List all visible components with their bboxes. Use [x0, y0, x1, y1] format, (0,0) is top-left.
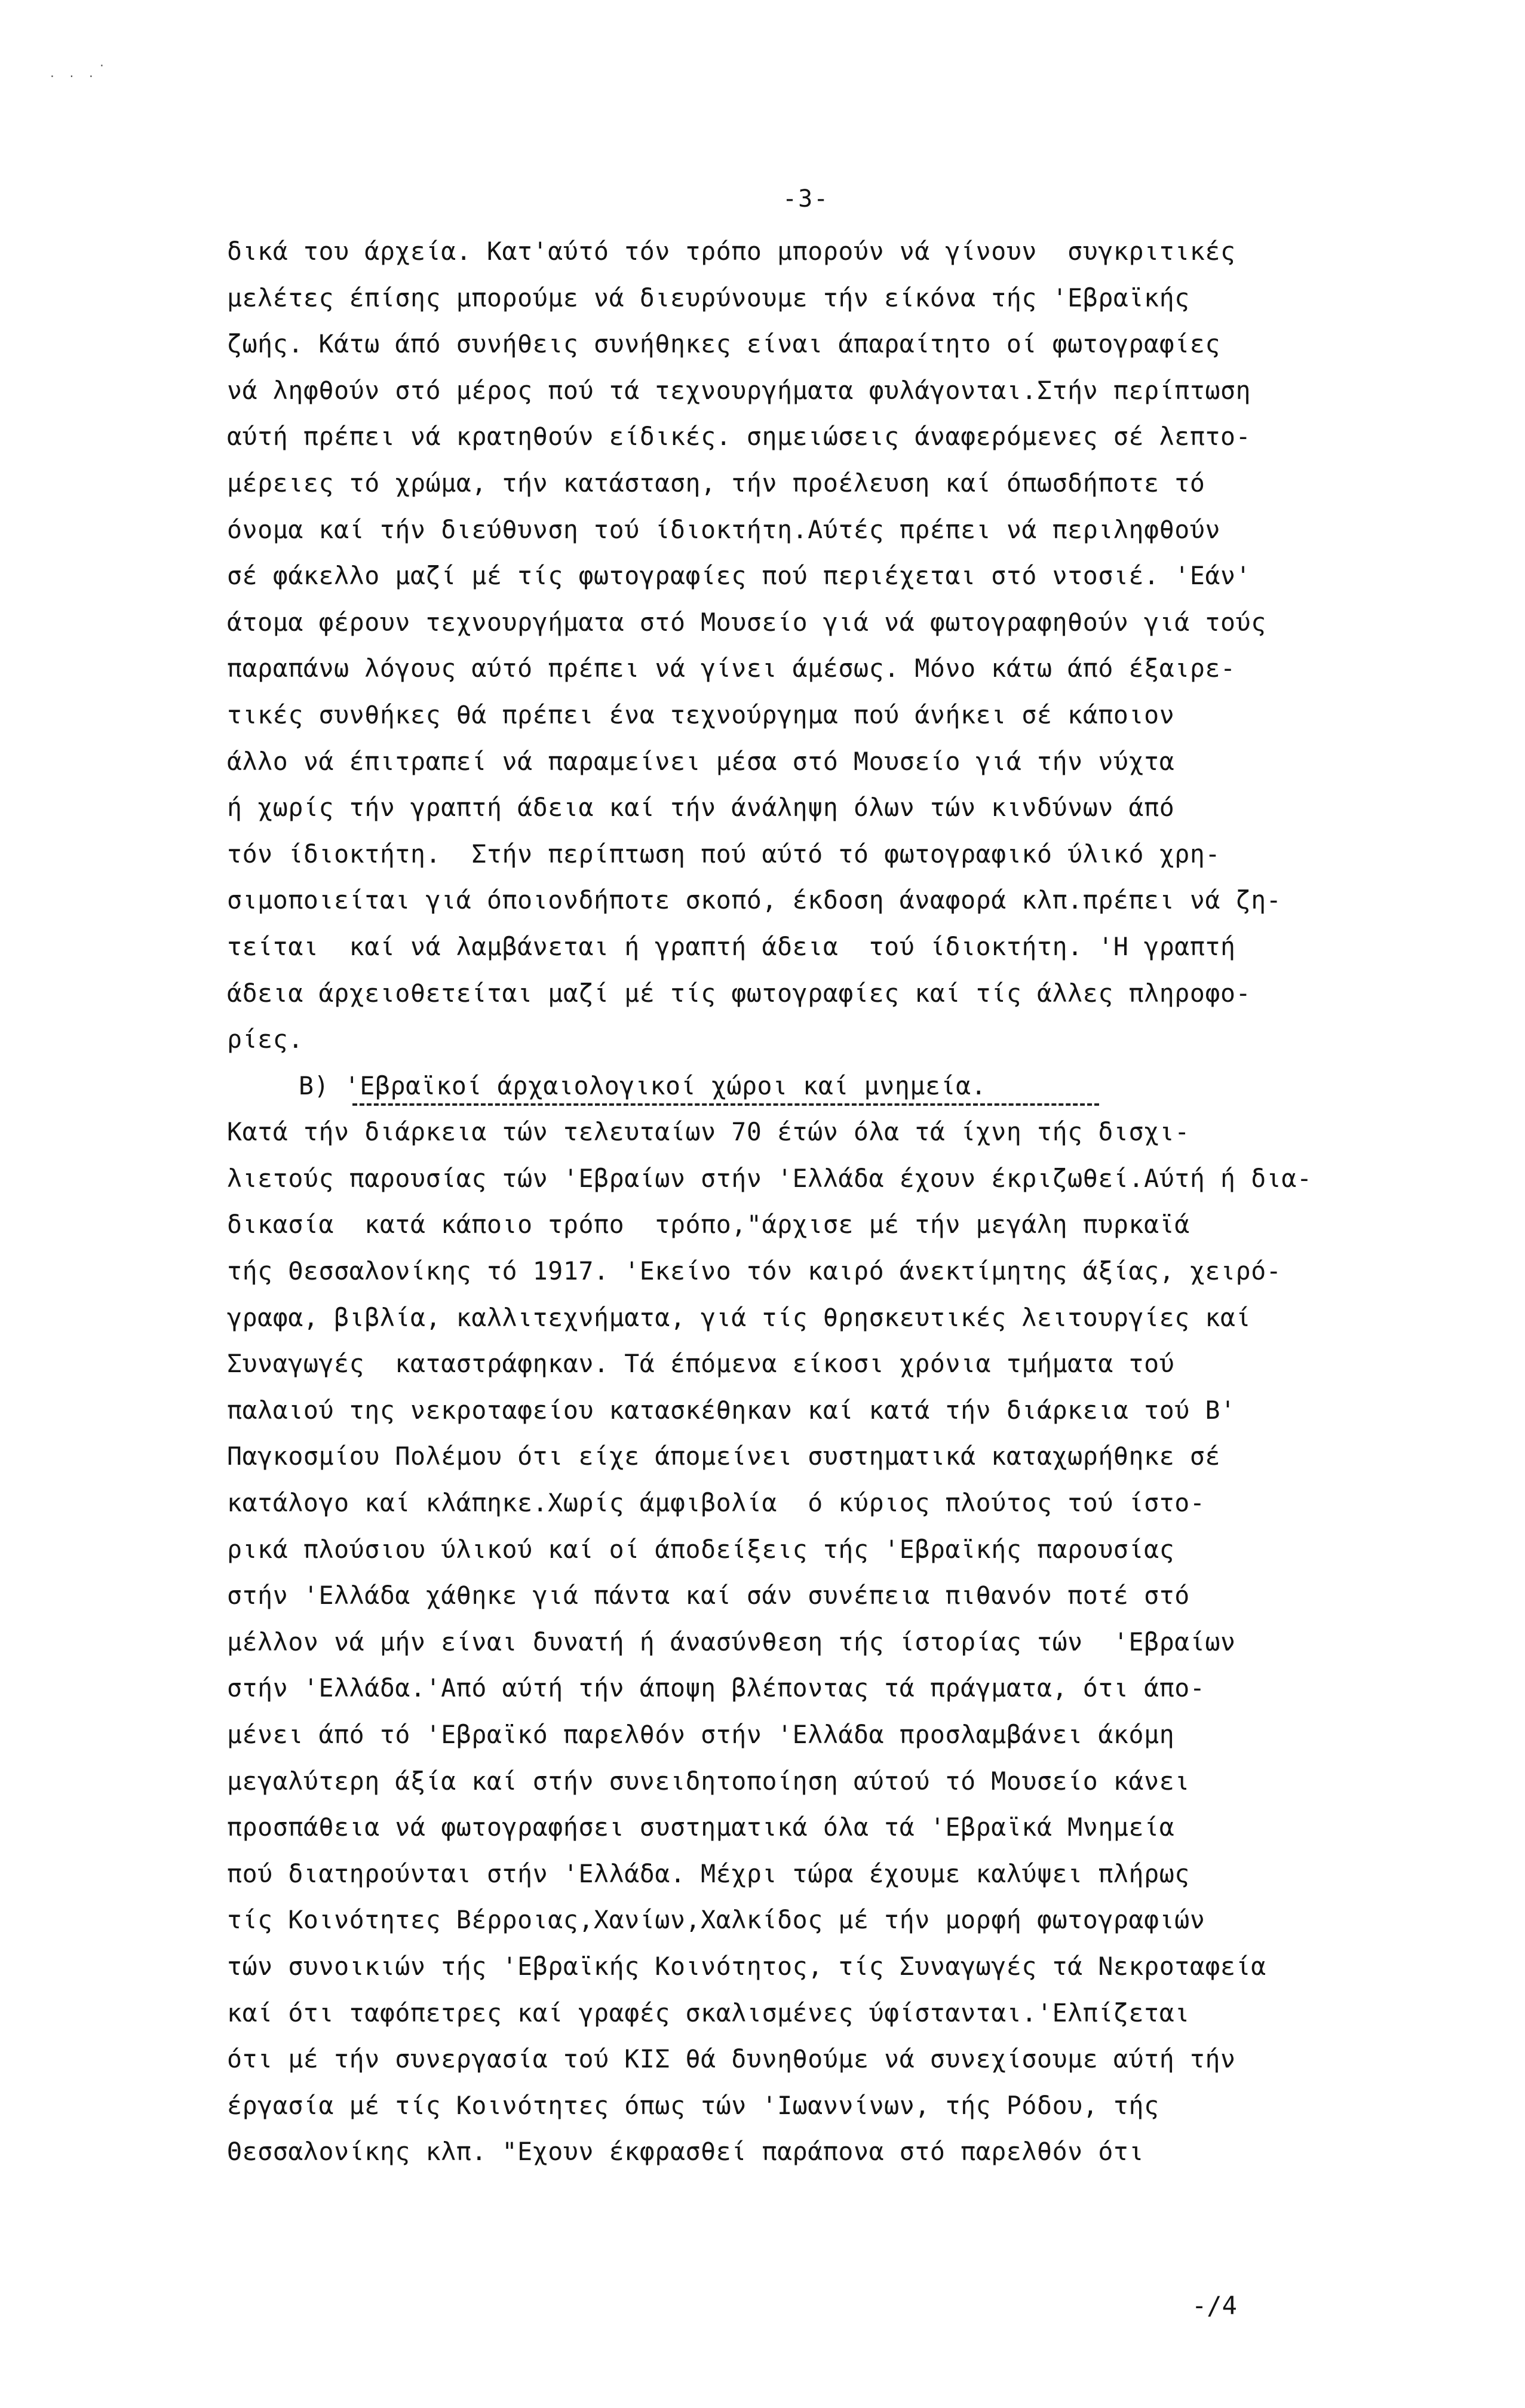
text-line: Θεσσαλονίκης κλπ. "Εχουν έκφρασθεί παράπονα στό παρελθόν ότι	[227, 2137, 1144, 2167]
text-line: νά ληφθούν στό μέρος πού τά τεχνουργήματα φυλάγονται.Στήν περίπτωση	[227, 375, 1251, 405]
scan-speck: ·	[99, 60, 105, 72]
text-line: τών συνοικιών τής 'Εβραϊκής Κοινότητος, τίς Συναγωγές τά Νεκροταφεία	[227, 1951, 1266, 1981]
text-line: άλλο νά έπιτραπεί νά παραμείνει μέσα στό Μουσείο γιά τήν νύχτα	[227, 746, 1175, 776]
text-line: προσπάθεια νά φωτογραφήσει συστηματικά όλα τά 'Εβραϊκά Μνημεία	[227, 1812, 1175, 1842]
text-line: τής Θεσσαλονίκης τό 1917. 'Εκείνο τόν καιρό άνεκτίμητης άξίας, χειρό-	[227, 1256, 1282, 1286]
continuation-marker: -/4	[1192, 2291, 1237, 2320]
text-line: έργασία μέ τίς Κοινότητες όπως τών 'Ιωαννίνων, τής Ρόδου, τής	[227, 2090, 1159, 2120]
text-line: όνομα καί τήν διεύθυνση τού ίδιοκτήτη.Αύτές πρέπει νά περιληφθούν	[227, 514, 1221, 544]
text-line: πού διατηρούνται στήν 'Ελλάδα. Μέχρι τώρα έχουμε καλύψει πλήρως	[227, 1858, 1190, 1888]
text-line: παραπάνω λόγους αύτό πρέπει νά γίνει άμέσως. Μόνο κάτω άπό έξαιρε-	[227, 654, 1236, 683]
text-line: παλαιού της νεκροταφείου κατασκέθηκαν καί κατά τήν διάρκεια τού Β'	[227, 1395, 1236, 1425]
text-line: ή χωρίς τήν γραπτή άδεια καί τήν άνάληψη όλων τών κινδύνων άπό	[227, 793, 1175, 823]
section-heading: B) 'Εβραϊκοί άρχαιολογικοί χώροι καί μνημεία.	[299, 1070, 987, 1100]
text-line: λιετούς παρουσίας τών 'Εβραίων στήν 'Ελλάδα έχουν έκριζωθεί.Αύτή ή δια-	[227, 1163, 1312, 1193]
text-line: ζωής. Κάτω άπό συνήθεις συνήθηκες είναι άπαραίτητο οί φωτογραφίες	[227, 329, 1221, 359]
text-line: μελέτες έπίσης μπορούμε νά διευρύνουμε τήν είκόνα τής 'Εβραϊκής	[227, 283, 1190, 312]
text-line: μέλλον νά μήν είναι δυνατή ή άνασύνθεση τής ίστορίας τών 'Εβραίων	[227, 1627, 1236, 1657]
text-line: σέ φάκελλο μαζί μέ τίς φωτογραφίες πού περιέχεται στό ντοσιέ. 'Εάν'	[227, 561, 1251, 591]
text-line: γραφα, βιβλία, καλλιτεχνήματα, γιά τίς θρησκευτικές λειτουργίες καί	[227, 1302, 1251, 1332]
text-line: Συναγωγές καταστράφηκαν. Τά έπόμενα είκοσι χρόνια τμήματα τού	[227, 1349, 1175, 1379]
text-line: ρικά πλούσιου ύλικού καί οί άποδείξεις τής 'Εβραϊκής παρουσίας	[227, 1534, 1175, 1564]
text-line: άδεια άρχειοθετείται μαζί μέ τίς φωτογραφίες καί τίς άλλες πληροφο-	[227, 978, 1251, 1008]
text-line: αύτή πρέπει νά κρατηθούν είδικές. σημειώσεις άναφερόμενες σέ λεπτο-	[227, 422, 1251, 452]
text-line: τίς Κοινότητες Βέρροιας,Χανίων,Χαλκίδος μέ τήν μορφή φωτογραφιών	[227, 1905, 1205, 1935]
text-line: τόν ίδιοκτήτη. Στήν περίπτωση πού αύτό τό φωτογραφικό ύλικό χρη-	[227, 839, 1221, 869]
body-text	[227, 228, 1404, 2175]
scan-speck: · · ·	[49, 70, 94, 83]
text-line: ρίες.	[227, 1024, 303, 1054]
text-line: Κατά τήν διάρκεια τών τελευταίων 70 έτών όλα τά ίχνη τής δισχι-	[227, 1117, 1190, 1147]
text-line: κατάλογο καί κλάπηκε.Χωρίς άμφιβολία ό κύριος πλούτος τού ίστο-	[227, 1488, 1205, 1518]
text-line: δικά του άρχεία. Κατ'αύτό τόν τρόπο μπορούν νά γίνουν συγκριτικές	[227, 237, 1236, 266]
text-line: ότι μέ τήν συνεργασία τού ΚΙΣ θά δυνηθούμε νά συνεχίσουμε αύτή τήν	[227, 2044, 1236, 2074]
text-line: δικασία κατά κάποιο τρόπο τρόπο,"άρχισε μέ τήν μεγάλη πυρκαϊά	[227, 1210, 1190, 1240]
text-line: τικές συνθήκες θά πρέπει ένα τεχνούργημα πού άνήκει σέ κάποιον	[227, 700, 1175, 729]
text-line: σιμοποιείται γιά όποιονδήποτε σκοπό, έκδοση άναφορά κλπ.πρέπει νά ζη-	[227, 885, 1282, 915]
text-line: άτομα φέρουν τεχνουργήματα στό Μουσείο γιά νά φωτογραφηθούν γιά τούς	[227, 607, 1266, 637]
heading-underline	[352, 1103, 1099, 1106]
text-line: μένει άπό τό 'Εβραϊκό παρελθόν στήν 'Ελλάδα προσλαμβάνει άκόμη	[227, 1720, 1175, 1749]
text-line: τείται καί νά λαμβάνεται ή γραπτή άδεια τού ίδιοκτήτη. 'Η γραπτή	[227, 931, 1236, 961]
text-line: στήν 'Ελλάδα χάθηκε γιά πάντα καί σάν συνέπεια πιθανόν ποτέ στό	[227, 1581, 1190, 1611]
page-number: -3-	[783, 185, 830, 213]
text-line: μέρειες τό χρώμα, τήν κατάσταση, τήν προέλευση καί όπωσδήποτε τό	[227, 468, 1205, 498]
text-line: Παγκοσμίου Πολέμου ότι είχε άπομείνει συστηματικά καταχωρήθηκε σέ	[227, 1441, 1221, 1471]
text-line: μεγαλύτερη άξία καί στήν συνειδητοποίηση αύτού τό Μουσείο κάνει	[227, 1766, 1190, 1796]
text-line: στήν 'Ελλάδα.'Από αύτή τήν άποψη βλέποντας τά πράγματα, ότι άπο-	[227, 1673, 1205, 1703]
text-line: καί ότι ταφόπετρες καί γραφές σκαλισμένες ύφίστανται.'Ελπίζεται	[227, 1998, 1190, 2027]
